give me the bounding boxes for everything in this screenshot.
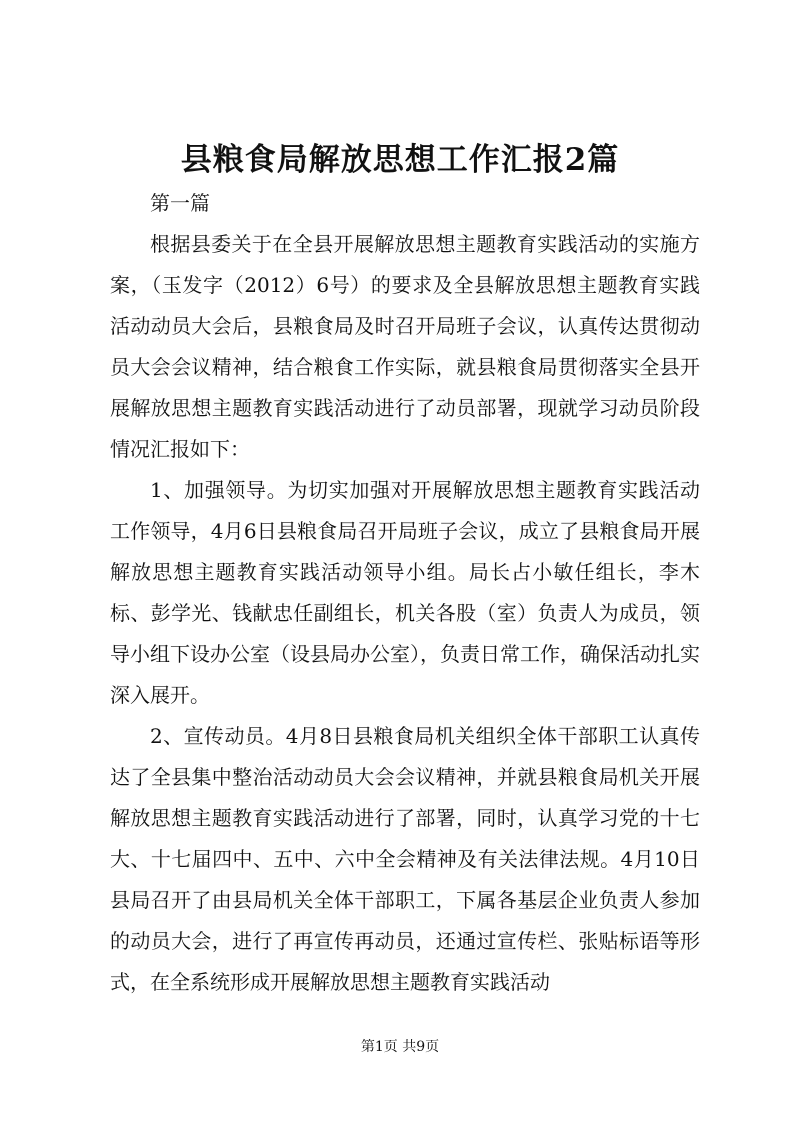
paragraph-intro: 根据县委关于在全县开展解放思想主题教育实践活动的实施方案，（玉发字（2012）6号）的要求及全县解放思想主题教育实践活动动员大会后，县粮食局及时召开局班子会议，认真传达贯彻动员大会会议精神，结合粮食工作实际，就县粮食局贯彻落实全县开展解放思想主题教育实践活动进行了动员部署，现就学习动员阶段情况汇报如下： (110, 232, 700, 461)
document-body (110, 183, 700, 1003)
paragraph-leadership: 1、加强领导。为切实加强对开展解放思想主题教育实践活动工作领导，4月6日县粮食局召开局班子会议，成立了县粮食局开展解放思想主题教育实践活动领导小组。局长占小敏任组长，李木标、彭学光、钱献忠任副组长，机关各股（室）负责人为成员，领导小组下设办公室（设县局办公室），负责日常工作，确保活动扎实深入展开。 (110, 478, 700, 707)
page-footer: 第1页 共9页 (360, 1039, 440, 1055)
paragraph-publicity: 2、宣传动员。4月8日县粮食局机关组织全体干部职工认真传达了全县集中整治活动动员大会会议精神，并就县粮食局机关开展解放思想主题教育实践活动进行了部署，同时，认真学习党的十七大、十七届四中、五中、六中全会精神及有关法律法规。4月10日县局召开了由县局机关全体干部职工，下属各基层企业负责人参加的动员大会，进行了再宣传再动员，还通过宣传栏、张贴标语等形式，在全系统形成开展解放思想主题教育实践活动 (110, 724, 700, 994)
document-title: 县粮食局解放思想工作汇报2篇 (180, 142, 620, 178)
section-label: 第一篇 (150, 191, 210, 215)
